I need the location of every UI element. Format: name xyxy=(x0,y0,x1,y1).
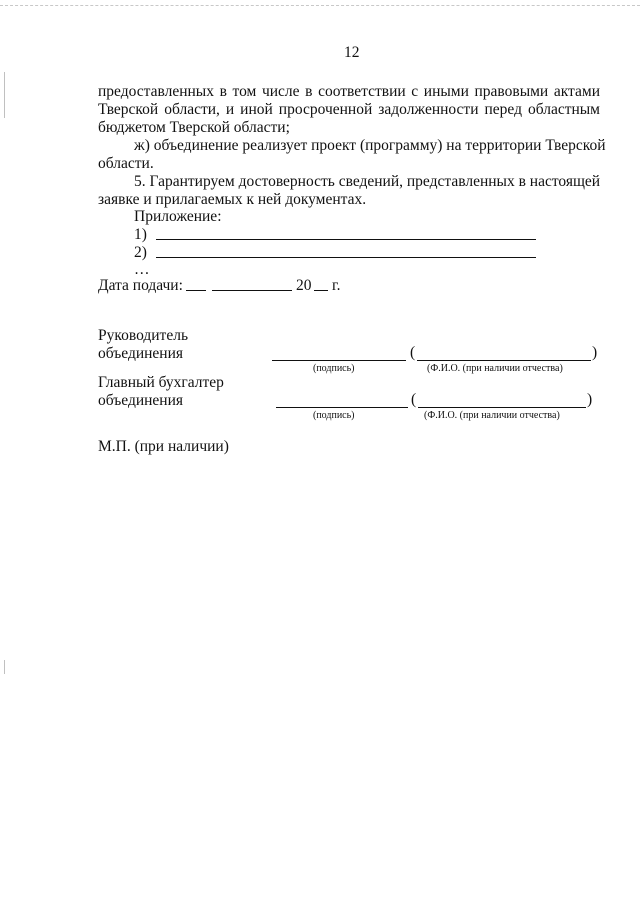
date-month-line xyxy=(212,290,292,291)
paragraph-line: предоставленных в том числе в соответствии с иными правовыми актами xyxy=(98,83,600,100)
signature-caption: (подпись) xyxy=(313,363,355,374)
date-year-suffix: г. xyxy=(332,277,341,294)
scan-edge-line xyxy=(0,5,640,6)
scan-margin-mark xyxy=(4,72,5,118)
attachment-heading: Приложение: xyxy=(134,208,222,225)
head-signature-line xyxy=(272,360,406,361)
accountant-title-line: Главный бухгалтер xyxy=(98,374,224,391)
scan-margin-mark xyxy=(4,660,5,674)
close-paren: ) xyxy=(587,391,593,408)
submission-date-label: Дата подачи: xyxy=(98,277,183,294)
head-title-line: Руководитель xyxy=(98,327,189,344)
accountant-title-line: объединения xyxy=(98,392,184,409)
accountant-name-line xyxy=(418,407,586,408)
attachment-ellipsis: … xyxy=(134,261,150,278)
paragraph-line: 5. Гарантируем достоверность сведений, представленных в настоящей xyxy=(134,173,601,190)
attachment-item-number: 2) xyxy=(134,244,147,261)
attachment-item-line xyxy=(156,257,536,258)
signature-caption: (подпись) xyxy=(313,410,355,421)
name-caption: (Ф.И.О. (при наличии отчества) xyxy=(424,410,560,421)
date-day-line xyxy=(186,290,206,291)
name-caption: (Ф.И.О. (при наличии отчества) xyxy=(427,363,563,374)
head-name-line xyxy=(417,360,591,361)
paragraph-line: заявке и прилагаемых к ней документах. xyxy=(98,191,367,208)
stamp-place-label: М.П. (при наличии) xyxy=(98,438,229,455)
date-year-prefix: 20 xyxy=(296,277,312,294)
open-paren: ( xyxy=(411,391,417,408)
open-paren: ( xyxy=(410,344,416,361)
attachment-item-number: 1) xyxy=(134,226,147,243)
accountant-signature-line xyxy=(276,407,408,408)
paragraph-line: бюджетом Тверской области; xyxy=(98,119,290,136)
date-year-line xyxy=(314,290,328,291)
paragraph-line: области. xyxy=(98,155,154,172)
page-number: 12 xyxy=(344,44,360,61)
close-paren: ) xyxy=(592,344,598,361)
head-title-line: объединения xyxy=(98,345,184,362)
paragraph-line: Тверской области, и иной просроченной задолженности перед областным xyxy=(98,101,600,118)
attachment-item-line xyxy=(156,239,536,240)
paragraph-line: ж) объединение реализует проект (программу) на территории Тверской xyxy=(134,137,606,154)
